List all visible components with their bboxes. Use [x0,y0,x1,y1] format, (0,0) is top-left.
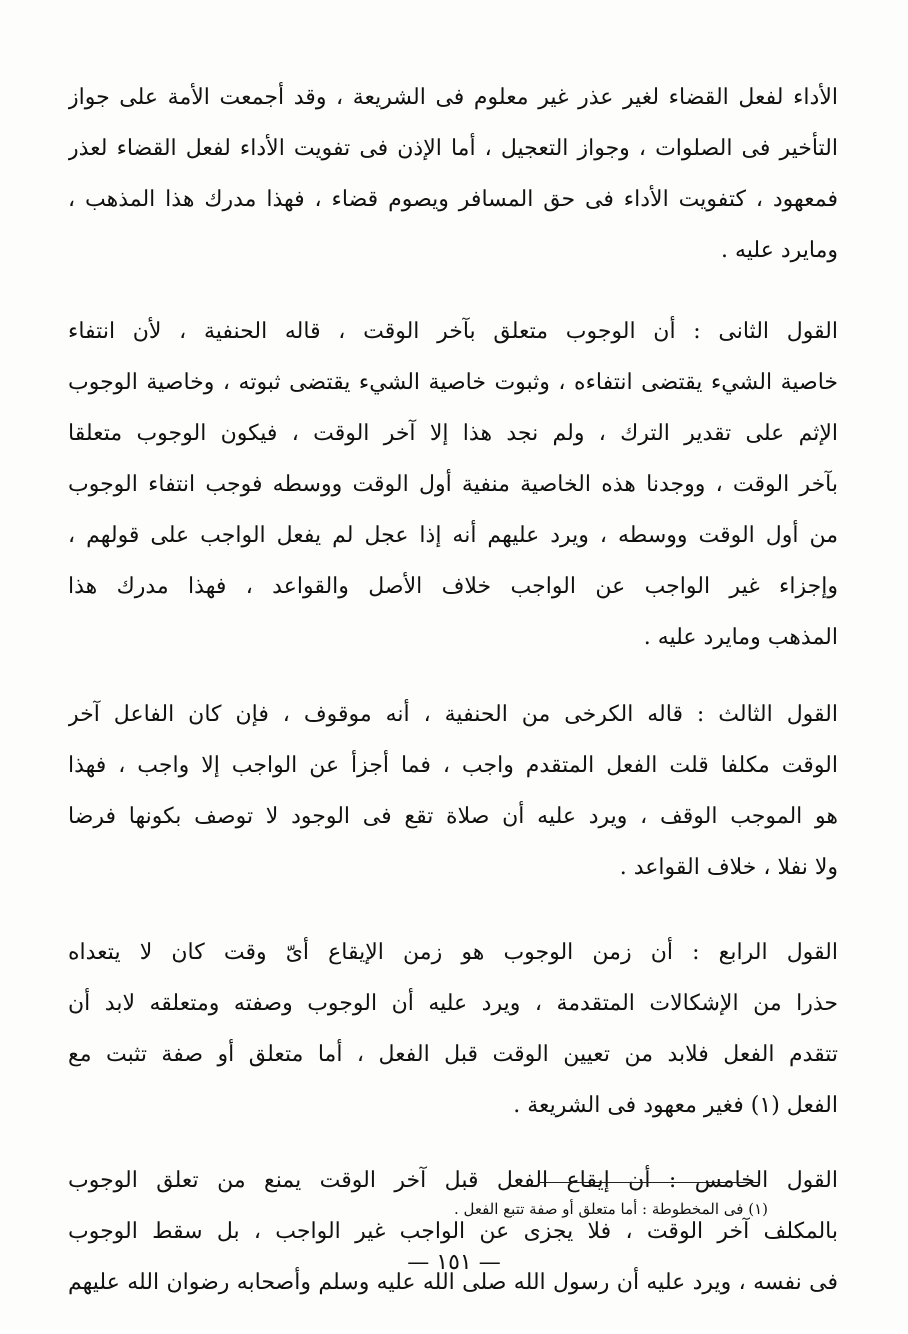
main-text [68,72,838,1334]
paragraph-2 [68,306,838,663]
text-line: هو الموجب الوقف ، ويرد عليه أن صلاة تقع فى الوجود لا توصف بكونها فرضا [68,804,838,829]
paragraph-5 [68,1155,838,1308]
text-line: الوقت مكلفا قلت الفعل المتقدم واجب ، فما أجزأ عن الواجب إلا واجب ، فهذا [68,753,838,778]
text-line: وإجزاء غير الواجب عن الواجب خلاف الأصل والقواعد ، فهذا مدرك هذا [68,574,838,599]
text-line: القول الخامس : أن إيقاع الفعل قبل آخر الوقت يمنع من تعلق الوجوب [68,1168,838,1193]
text-line: القول الثانى : أن الوجوب متعلق بآخر الوقت ، قاله الحنفية ، لأن انتفاء [68,319,838,344]
text-line: ولا نفلا ، خلاف القواعد . [619,855,838,880]
paragraph-1 [68,72,838,276]
text-line: الإثم على تقدير الترك ، ولم نجد هذا إلا آخر الوقت ، فيكون الوجوب متعلقا [68,421,838,446]
text-line: القول الرابع : أن زمن الوجوب هو زمن الإيقاع أىّ وقت كان لا يتعداه [68,940,838,965]
text-line: خاصية الشيء يقتضى انتفاءه ، وثبوت خاصية الشيء يقتضى ثبوته ، وخاصية الوجوب [68,370,838,395]
page-number: — ١٥١ — [407,1250,501,1275]
text-line: من أول الوقت ووسطه ، ويرد عليهم أنه إذا عجل لم يفعل الواجب على قولهم ، [68,523,838,548]
text-line: المذهب ومايرد عليه . [643,625,838,650]
text-line: فى نفسه ، ويرد عليه أن رسول الله صلى الله عليه وسلم وأصحابه رضوان الله عليهم [68,1270,838,1295]
text-line: فمعهود ، كتفويت الأداء فى حق المسافر ويصوم قضاء ، فهذا مدرك هذا المذهب ، [68,187,838,212]
footnote-divider [540,1182,760,1183]
paragraph-4 [68,927,838,1131]
text-line: تتقدم الفعل فلابد من تعيين الوقت قبل الفعل ، أما متعلق أو صفة تثبت مع [68,1042,838,1067]
paragraph-3 [68,689,838,893]
footnote: (١) فى المخطوطة : أما متعلق أو صفة تتبع الفعل . [453,1200,768,1218]
text-line: القول الثالث : قاله الكرخى من الحنفية ، أنه موقوف ، فإن كان الفاعل آخر [68,702,838,727]
text-line: الأداء لفعل القضاء لغير عذر غير معلوم فى الشريعة ، وقد أجمعت الأمة على جواز [68,85,838,110]
text-line: ومايرد عليه . [721,238,838,263]
text-line: بالمكلف آخر الوقت ، فلا يجزى عن الواجب غير الواجب ، بل سقط الوجوب [68,1219,838,1244]
text-line: التأخير فى الصلوات ، وجواز التعجيل ، أما الإذن فى تفويت الأداء لفعل القضاء لعذر [68,136,838,161]
text-line: بآخر الوقت ، ووجدنا هذه الخاصية منفية أول الوقت ووسطه فوجب انتفاء الوجوب [68,472,838,497]
text-line: حذرا من الإشكالات المتقدمة ، ويرد عليه أن الوجوب وصفته ومتعلقه لابد أن [68,991,838,1016]
text-line: الفعل (١) فغير معهود فى الشريعة . [513,1093,838,1118]
